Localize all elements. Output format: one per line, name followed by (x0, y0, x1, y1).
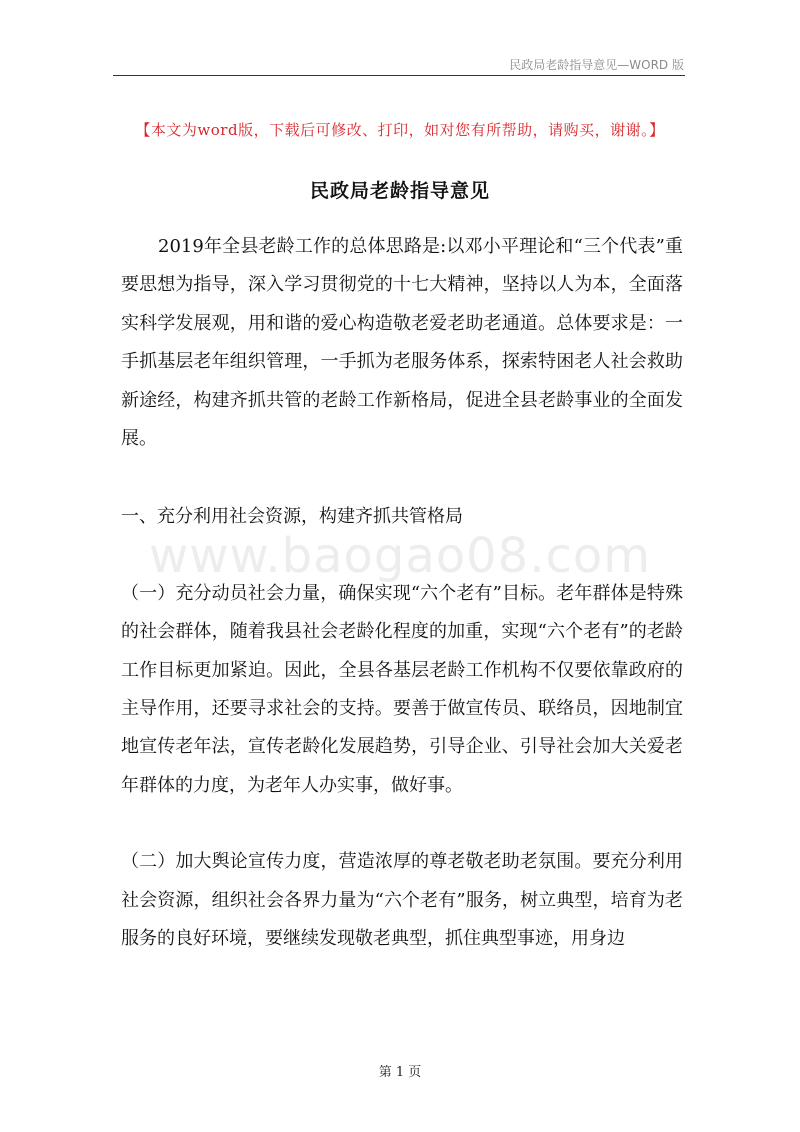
purchase-notice: 【本文为word版，下载后可修改、打印，如对您有所帮助，请购买，谢谢。】 (135, 121, 665, 139)
section-heading-1: 一、充分利用社会资源，构建齐抓共管格局 (121, 506, 463, 528)
item-paragraph-2: （二）加大舆论宣传力度，营造浓厚的尊老敬老助老氛围。要充分利用社会资源，组织社会各界力量为“六个老有”服务，树立典型，培育为老服务的良好环境，要继续发现敬老典型，抓住典型事迹，用身边 (121, 851, 683, 950)
intro-paragraph: 2019年全县老龄工作的总体思路是:以邓小平理论和“三个代表”重要思想为指导，深入学习贯彻党的十七大精神，坚持以人为本，全面落实科学发展观，用和谐的爱心构造敬老爱老助老通道。总体要求是：一手抓基层老年组织管理，一手抓为老服务体系，探索特困老人社会救助新途经，构建齐抓共管的老龄工作新格局，促进全县老龄事业的全面发展。 (121, 236, 683, 450)
header-divider (113, 75, 685, 76)
document-body (121, 228, 683, 959)
watermark: www.baogao08.com (149, 528, 651, 584)
document-title: 民政局老龄指导意见 (309, 180, 490, 202)
item-paragraph-1: （一）充分动员社会力量，确保实现“六个老有”目标。老年群体是特殊的社会群体，随着我县社会老龄化程度的加重，实现“六个老有”的老龄工作目标更加紧迫。因此，全县各基层老龄工作机构不仅要依靠政府的主导作用，还要寻求社会的支持。要善于做宣传员、联络员，因地制宜地宣传老年法，宣传老龄化发展趋势，引导企业、引导社会加大关爱老年群体的力度，为老年人办实事，做好事。 (121, 582, 683, 796)
running-header: 民政局老龄指导意见—WORD 版 (509, 58, 684, 72)
page-number: 第 1 页 (378, 1065, 422, 1080)
